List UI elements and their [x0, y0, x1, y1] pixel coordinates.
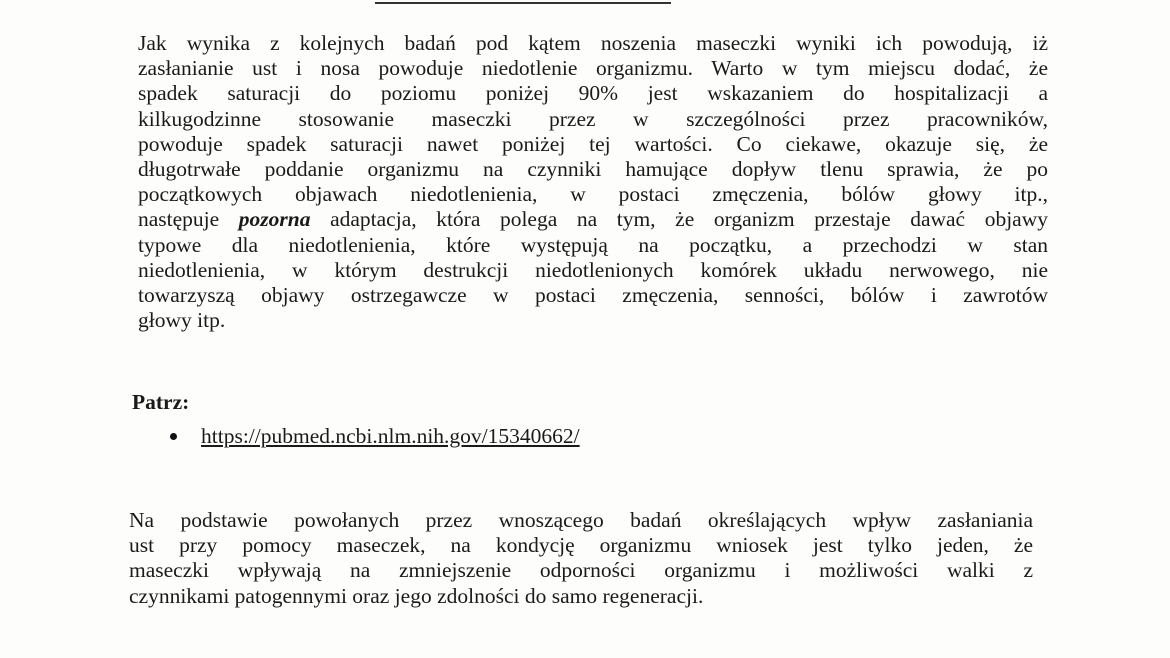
paragraph-hypoxia [138, 31, 1048, 333]
paragraph-conclusion [129, 508, 1033, 609]
text-line: niedotlenienia, w którym destrukcji niedotlenionych komórek układu nerwowego, nie [138, 257, 1048, 282]
bullet-icon [170, 433, 177, 440]
see-label: Patrz: [132, 390, 190, 414]
text-fragment: następuje [138, 207, 239, 232]
reference-link[interactable]: https://pubmed.ncbi.nlm.nih.gov/15340662/ [201, 424, 580, 448]
text-line: ust przy pomocy maseczek, na kondycję organizmu wniosek jest tylko jeden, że [129, 533, 1033, 558]
text-line: Jak wynika z kolejnych badań pod kątem noszenia maseczki wyniki ich powodują, iż [138, 31, 1048, 55]
text-line: towarzyszą objawy ostrzegawcze w postaci zmęczenia, senności, bólów i zawrotów [138, 283, 1048, 308]
text-line: typowe dla niedotlenienia, które występują na początku, a przechodzi w stan [138, 232, 1048, 257]
top-underline-fragment [375, 2, 671, 4]
text-line: czynnikami patogennymi oraz jego zdolności do samo regeneracji. [129, 583, 704, 608]
text-line: początkowych objawach niedotlenienia, w postaci zmęczenia, bólów głowy itp., [138, 182, 1048, 207]
text-line: Na podstawie powołanych przez wnoszącego badań określających wpływ zasłaniania [129, 508, 1033, 532]
reference-list-item [170, 424, 580, 449]
text-line [138, 207, 1048, 232]
text-fragment: adaptacja, która polega na tym, że organizm przestaje dawać objawy [310, 207, 1048, 232]
text-line: powoduje spadek saturacji nawet poniżej tej wartości. Co ciekawe, okazuje się, że [138, 131, 1048, 156]
text-line: głowy itp. [138, 308, 226, 333]
text-line: długotrwałe poddanie organizmu na czynniki hamujące dopływ tlenu sprawia, że po [138, 157, 1048, 182]
text-line: kilkugodzinne stosowanie maseczki przez w szczególności przez pracowników, [138, 106, 1048, 131]
emphasis-pozorna: pozorna [238, 207, 311, 232]
text-line: maseczki wpływają na zmniejszenie odporności organizmu i możliwości walki z [129, 558, 1033, 583]
text-line: zasłanianie ust i nosa powoduje niedotlenie organizmu. Warto w tym miejscu dodać, że [138, 56, 1048, 81]
text-line: spadek saturacji do poziomu poniżej 90% jest wskazaniem do hospitalizacji a [138, 81, 1048, 106]
